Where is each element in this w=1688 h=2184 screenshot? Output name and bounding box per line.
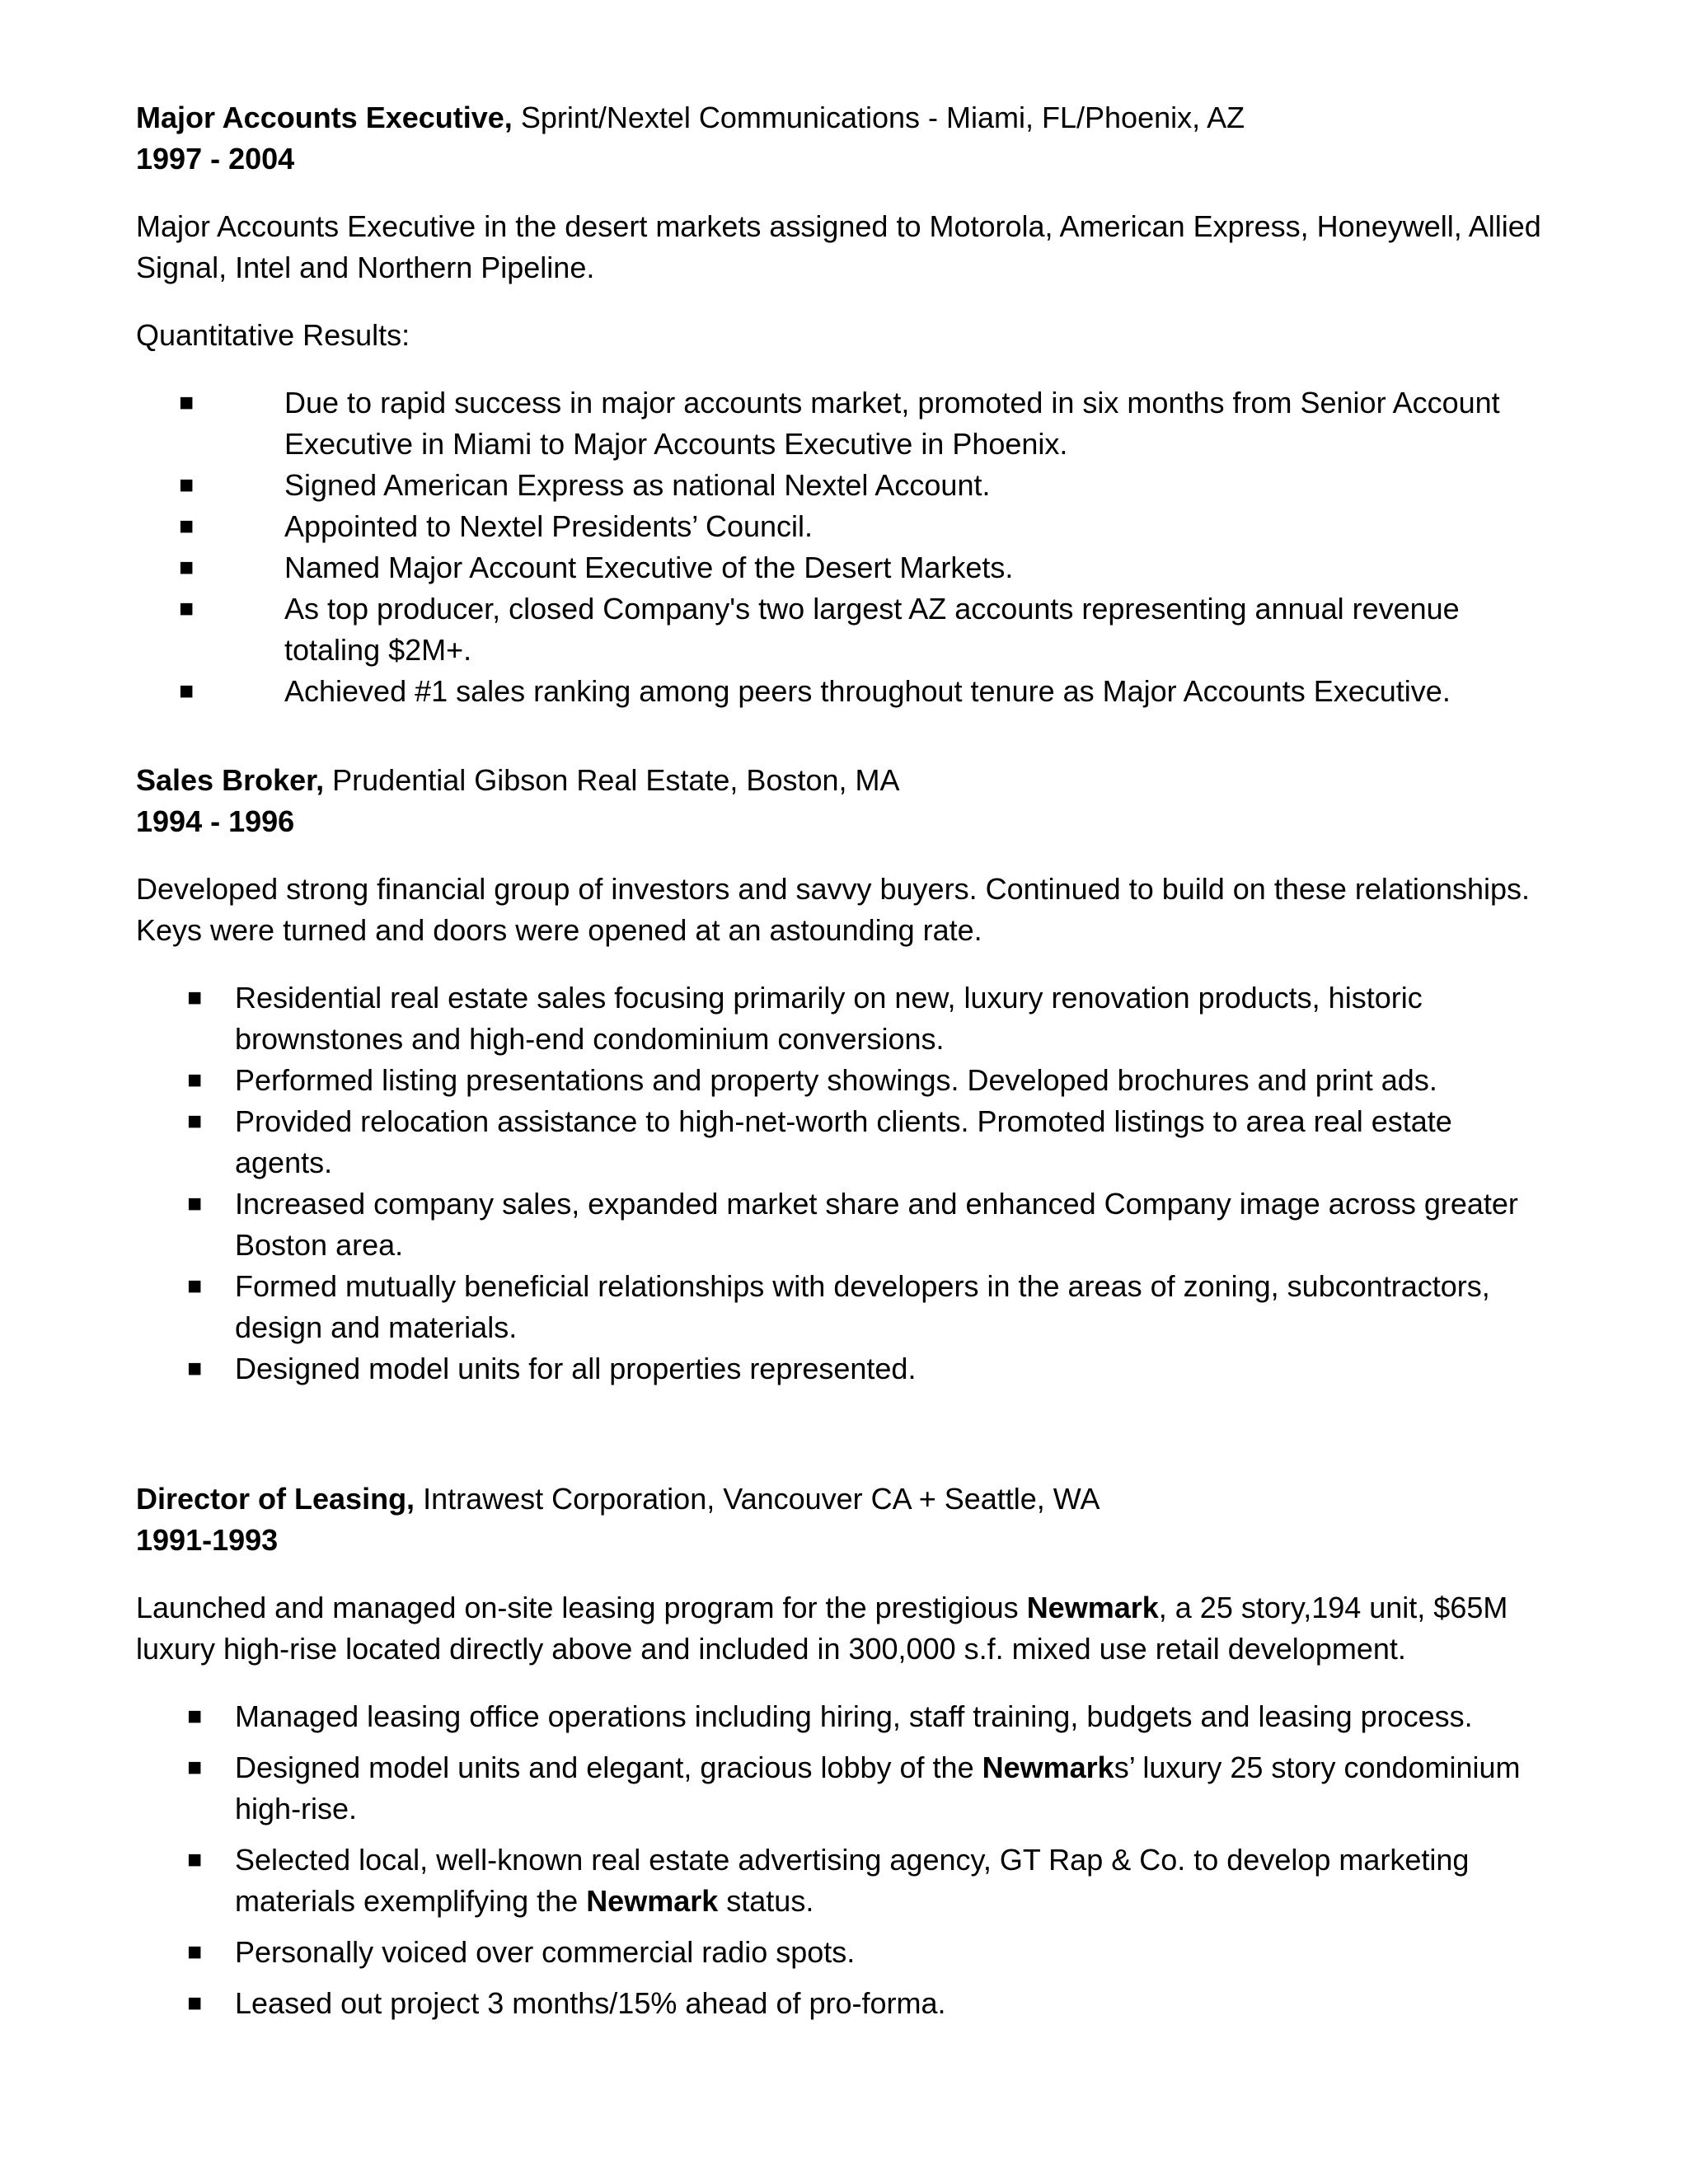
list-item <box>136 1060 1552 1101</box>
list-item <box>136 547 1552 588</box>
job-title: Sales Broker, <box>136 763 325 797</box>
list-item-text: s’ luxury 25 story condominium high-rise. <box>235 1750 1521 1825</box>
list-item <box>136 1747 1552 1830</box>
summary-text: Launched and managed on-site leasing program for the prestigious <box>136 1591 1027 1624</box>
list-item <box>136 671 1552 712</box>
list-item-text: Personally voiced over commercial radio spots. <box>235 1935 856 1969</box>
bullet-icon: ■ <box>187 984 203 1011</box>
project-name: Newmark <box>982 1750 1114 1784</box>
achievements-list <box>136 382 1552 712</box>
list-item <box>136 1266 1552 1348</box>
list-item-text: status. <box>718 1884 814 1918</box>
responsibilities-list <box>136 1696 1552 2024</box>
job-summary: Major Accounts Executive in the desert markets assigned to Motorola, American Express, Honeywell, Allied Signal, Intel and Northern Pipeline. <box>136 209 1541 284</box>
list-item-text: Achieved #1 sales ranking among peers throughout tenure as Major Accounts Executive. <box>284 674 1451 708</box>
bullet-icon: ■ <box>179 554 195 581</box>
list-item <box>136 1932 1552 1973</box>
list-item-text: Formed mutually beneficial relationships with developers in the areas of zoning, subcontractors, design and materials. <box>235 1269 1490 1344</box>
bullet-icon: ■ <box>187 1108 203 1135</box>
list-item-text: Designed model units and elegant, gracious lobby of the <box>235 1750 982 1784</box>
bullet-icon: ■ <box>187 1355 203 1382</box>
list-item <box>136 977 1552 1060</box>
bullet-icon: ■ <box>187 1938 203 1966</box>
job-dates: 1994 - 1996 <box>136 804 295 838</box>
list-item-text: Managed leasing office operations including hiring, staff training, budgets and leasing process. <box>235 1699 1473 1733</box>
job-summary: Developed strong financial group of investors and savvy buyers. Continued to build on these relationships. Keys were turned and doors were opened at an astounding rate. <box>136 872 1531 947</box>
job-section-sprint-nextel <box>136 97 1552 712</box>
job-company: Intrawest Corporation, Vancouver CA + Seattle, WA <box>415 1482 1100 1516</box>
list-item-text: Performed listing presentations and property showings. Developed brochures and print ads. <box>235 1063 1437 1097</box>
list-item-text: Leased out project 3 months/15% ahead of pro-forma. <box>235 1986 946 2020</box>
list-item <box>136 1101 1552 1183</box>
job-section-intrawest <box>136 1479 1552 2024</box>
summary-text: , a 25 story,194 unit, $65M luxury high-rise located directly above and included in 300,000 s.f. mixed use retail development. <box>136 1591 1508 1666</box>
list-item <box>136 588 1552 671</box>
bullet-icon: ■ <box>179 513 195 540</box>
job-title: Director of Leasing, <box>136 1482 415 1516</box>
list-item <box>136 382 1552 465</box>
job-heading <box>136 760 1552 801</box>
list-item <box>136 506 1552 547</box>
responsibilities-list <box>136 977 1552 1390</box>
job-dates: 1991-1993 <box>136 1523 279 1557</box>
job-company: Sprint/Nextel Communications - Miami, FL/Phoenix, AZ <box>512 101 1245 134</box>
job-summary <box>136 1587 1552 1670</box>
project-name: Newmark <box>586 1884 719 1918</box>
bullet-icon: ■ <box>187 1754 203 1781</box>
bullet-icon: ■ <box>187 1190 203 1217</box>
job-title: Major Accounts Executive, <box>136 101 513 134</box>
list-item <box>136 1348 1552 1390</box>
bullet-icon: ■ <box>187 1846 203 1873</box>
bullet-icon: ■ <box>187 1066 203 1094</box>
list-item-text: Named Major Account Executive of the Desert Markets. <box>284 551 1014 584</box>
list-item-text: Due to rapid success in major accounts market, promoted in six months from Senior Account Executive in Miami to Major Accounts Executive in Phoenix. <box>284 386 1500 461</box>
bullet-icon: ■ <box>187 1703 203 1730</box>
list-item <box>136 1696 1552 1737</box>
list-item-text: Provided relocation assistance to high-net-worth clients. Promoted listings to area real estate agents. <box>235 1104 1452 1179</box>
bullet-icon: ■ <box>179 595 195 622</box>
list-item <box>136 465 1552 506</box>
job-company: Prudential Gibson Real Estate, Boston, MA <box>324 763 900 797</box>
bullet-icon: ■ <box>179 471 195 499</box>
list-item <box>136 1183 1552 1266</box>
list-item <box>136 1840 1552 1922</box>
bullet-icon: ■ <box>187 1272 203 1300</box>
list-item-text: Residential real estate sales focusing primarily on new, luxury renovation products, historic brownstones and high-end condominium conversions. <box>235 981 1423 1056</box>
list-item <box>136 1983 1552 2024</box>
bullet-icon: ■ <box>187 1990 203 2017</box>
job-heading <box>136 1479 1552 1520</box>
list-item-text: Increased company sales, expanded market share and enhanced Company image across greater Boston area. <box>235 1187 1518 1262</box>
list-item-text: Appointed to Nextel Presidents’ Council. <box>284 509 814 543</box>
project-name: Newmark <box>1026 1591 1159 1624</box>
job-section-prudential-gibson <box>136 760 1552 1390</box>
list-item-text: Signed American Express as national Nextel Account. <box>284 468 991 502</box>
list-item-text: Selected local, well-known real estate advertising agency, GT Rap & Co. to develop marketing materials exemplifying the <box>235 1843 1470 1918</box>
results-label: Quantitative Results: <box>136 318 410 352</box>
bullet-icon: ■ <box>179 677 195 705</box>
job-heading <box>136 97 1552 138</box>
list-item-text: Designed model units for all properties represented. <box>235 1352 917 1385</box>
list-item-text: As top producer, closed Company's two largest AZ accounts representing annual revenue totaling $2M+. <box>284 592 1460 667</box>
job-dates: 1997 - 2004 <box>136 142 295 176</box>
bullet-icon: ■ <box>179 389 195 416</box>
